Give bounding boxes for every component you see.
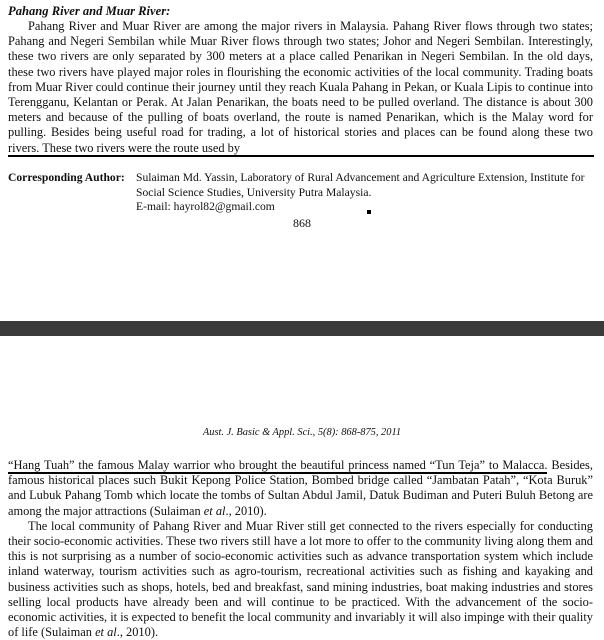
paragraph-text: Besides, famous historical places such Bukit Kepong Police Station, Bombed bridge called “Jambatan Patah”, “Kota Buruk” and Lubuk Pahang Tomb which locate the tombs of Sultan Abdul Jamil, Datuk Budiman and Puteri Buluh Betong are among the major attractions (Sulaiman [8,458,593,518]
page-number: 868 [293,216,311,230]
page-separator [0,321,604,336]
citation-end: ., 2010). [225,503,267,518]
highlighted-sentence: “Hang Tuah” the famous Malay warrior who brought the beautiful princess named “Tun Teja” to Malacca. [8,458,548,472]
section-heading: Pahang River and Muar River: [8,4,171,18]
page-868 [0,0,604,318]
author-email: E-mail: hayrol82@gmail.com [136,200,275,213]
author-affiliation: Sulaiman Md. Yassin, Laboratory of Rural Advancement and Agriculture Extension, Institute for Social Science Studies, University Putra Malaysia. [136,171,585,199]
journal-header: Aust. J. Basic & Appl. Sci., 5(8): 868-875, 2011 [202,427,402,438]
paragraph-text: Pahang River and Muar River are among the major rivers in Malaysia. Pahang River flows through two states; Pahang and Negeri Sembilan while Muar River flows through two states; Johor and Negeri Sembilan. Interestingly, these two rivers are only separated by 300 meters at a place called Penarikan in Negeri Sembilan. In the old days, these two rivers have played major roles in flourishing the economic activities of the local community. Trading boats from Muar River could continue their journey until they reach Kuala Pahang in Pekan, or Kuala Lipis to continue into Terengganu, Kelantan or Perak. At Jalan Penarikan, the boats need to be pulled overland. The distance is about 300 meters and because of the pulling of boats overland, the route is named Penarikan, which is the Malay word for pulling. Besides being useful road for trading, a lot of historical stories and places can be found along these two rivers. [8,19,593,155]
citation-end: ., 2010). [116,625,159,640]
citation-etal: et al [95,625,117,640]
body-paragraph [8,19,593,156]
body-paragraphs [8,458,593,640]
paragraph-1 [8,458,593,519]
paragraph-text: The local community of Pahang River and Muar River still get connected to the rivers especially for conducting their socio-economic activities. These two rivers still have a lot more to offer to the community living along them and this is not surprising as a number of socio-economic activities such as advance transportation system which include inland waterway, tourism activities such as agro-tourism, recreational activities such as fishing and kayaking and business activities such as shops, hotels, bed and breakfast, sand mining industries, boat making industries and stores selling local products have already been and will continue to be practiced. With the advancement of the socio-economic activities, it is expected to benefit the local community and invariably it will also impinge with their quality of life (Sulaiman [8,518,593,640]
author-label: Corresponding Author: [8,171,125,184]
corresponding-author-block [8,171,593,213]
paragraph-2 [8,519,593,640]
text-cursor-mark [367,210,371,214]
footnote-rule [8,155,594,157]
citation-etal: et al [203,503,226,518]
highlighted-sentence: These two rivers were the route used by [42,140,241,155]
